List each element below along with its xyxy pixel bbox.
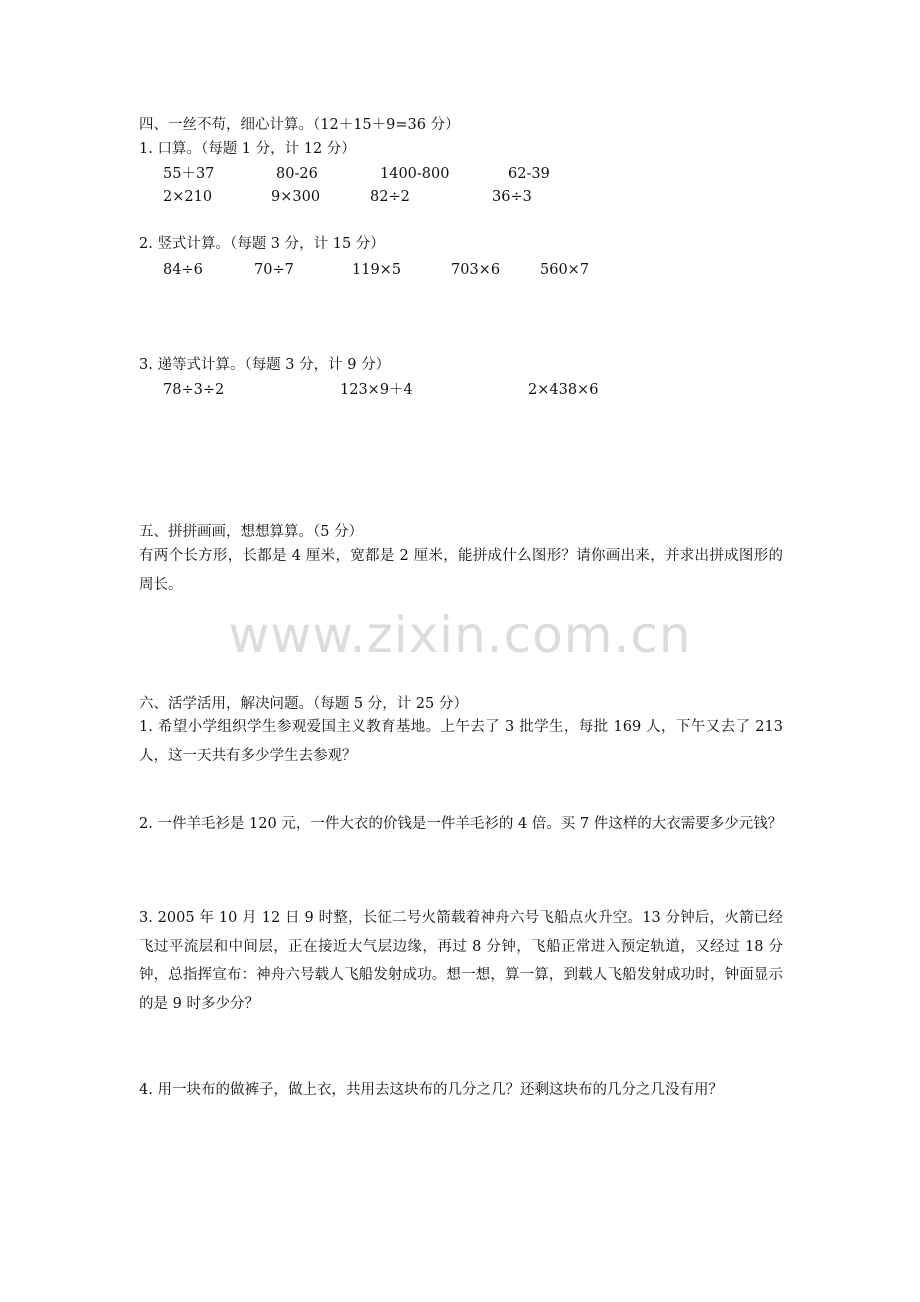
section4-heading: 四、一丝不苟，细心计算。（12＋15＋9=36 分） — [139, 117, 460, 133]
mental-calc-8: 36÷3 — [492, 189, 532, 205]
section6-heading: 六、活学活用，解决问题。（每题 5 分，计 25 分） — [139, 696, 468, 712]
vertical-calc-3: 119×5 — [352, 262, 402, 278]
problem-3: 3. 2005 年 10 月 12 日 9 时整，长征二号火箭载着神舟六号飞船点火升空。13 分钟后，火箭已经飞过平流层和中间层，正在接近大气层边缘，再过 8 分钟，飞船正常进入预定轨道，又经过 18 分钟，总指挥宣布：神舟六号载人飞船发射成功。想一想，算一算，到载人飞船发射成功时，钟面显示的是 9 时多少分？ — [139, 910, 783, 1012]
problem-1: 1. 希望小学组织学生参观爱国主义教育基地。上午去了 3 批学生，每批 169 人，下午又去了 213 人，这一天共有多少学生去参观？ — [139, 719, 783, 764]
mental-calc-5: 2×210 — [163, 189, 213, 205]
problem-2: 2. 一件羊毛衫是 120 元，一件大衣的价钱是一件羊毛衫的 4 倍。买 7 件这样的大衣需要多少元钱？ — [139, 816, 783, 832]
watermark: www.zixin.com.cn — [228, 606, 692, 664]
problem-4: 4. 用一块布的做裤子，做上衣，共用去这块布的几分之几？还剩这块布的几分之几没有用？ — [139, 1082, 723, 1098]
mental-calc-7: 82÷2 — [370, 189, 410, 205]
vertical-calc-1: 84÷6 — [163, 262, 203, 278]
part3-title: 3. 递等式计算。（每题 3 分，计 9 分） — [139, 357, 391, 373]
stepwise-calc-3: 2×438×6 — [528, 382, 599, 398]
section5-heading: 五、拼拼画画，想想算算。（5 分） — [139, 524, 364, 540]
mental-calc-6: 9×300 — [271, 189, 321, 205]
stepwise-calc-1: 78÷3÷2 — [163, 382, 225, 398]
vertical-calc-2: 70÷7 — [254, 262, 294, 278]
stepwise-calc-2: 123×9＋4 — [340, 382, 413, 398]
mental-calc-1: 55＋37 — [163, 166, 215, 182]
vertical-calc-4: 703×6 — [451, 262, 501, 278]
vertical-calc-5: 560×7 — [540, 262, 590, 278]
mental-calc-3: 1400-800 — [380, 166, 450, 182]
section5-question: 有两个长方形，长都是 4 厘米，宽都是 2 厘米，能拼成什么图形？请你画出来，并求出拼成图形的周长。 — [139, 548, 783, 593]
mental-calc-2: 80-26 — [276, 166, 318, 182]
part2-title: 2. 竖式计算。（每题 3 分，计 15 分） — [139, 236, 385, 252]
part1-title: 1. 口算。（每题 1 分，计 12 分） — [139, 141, 356, 157]
mental-calc-4: 62-39 — [508, 166, 550, 182]
